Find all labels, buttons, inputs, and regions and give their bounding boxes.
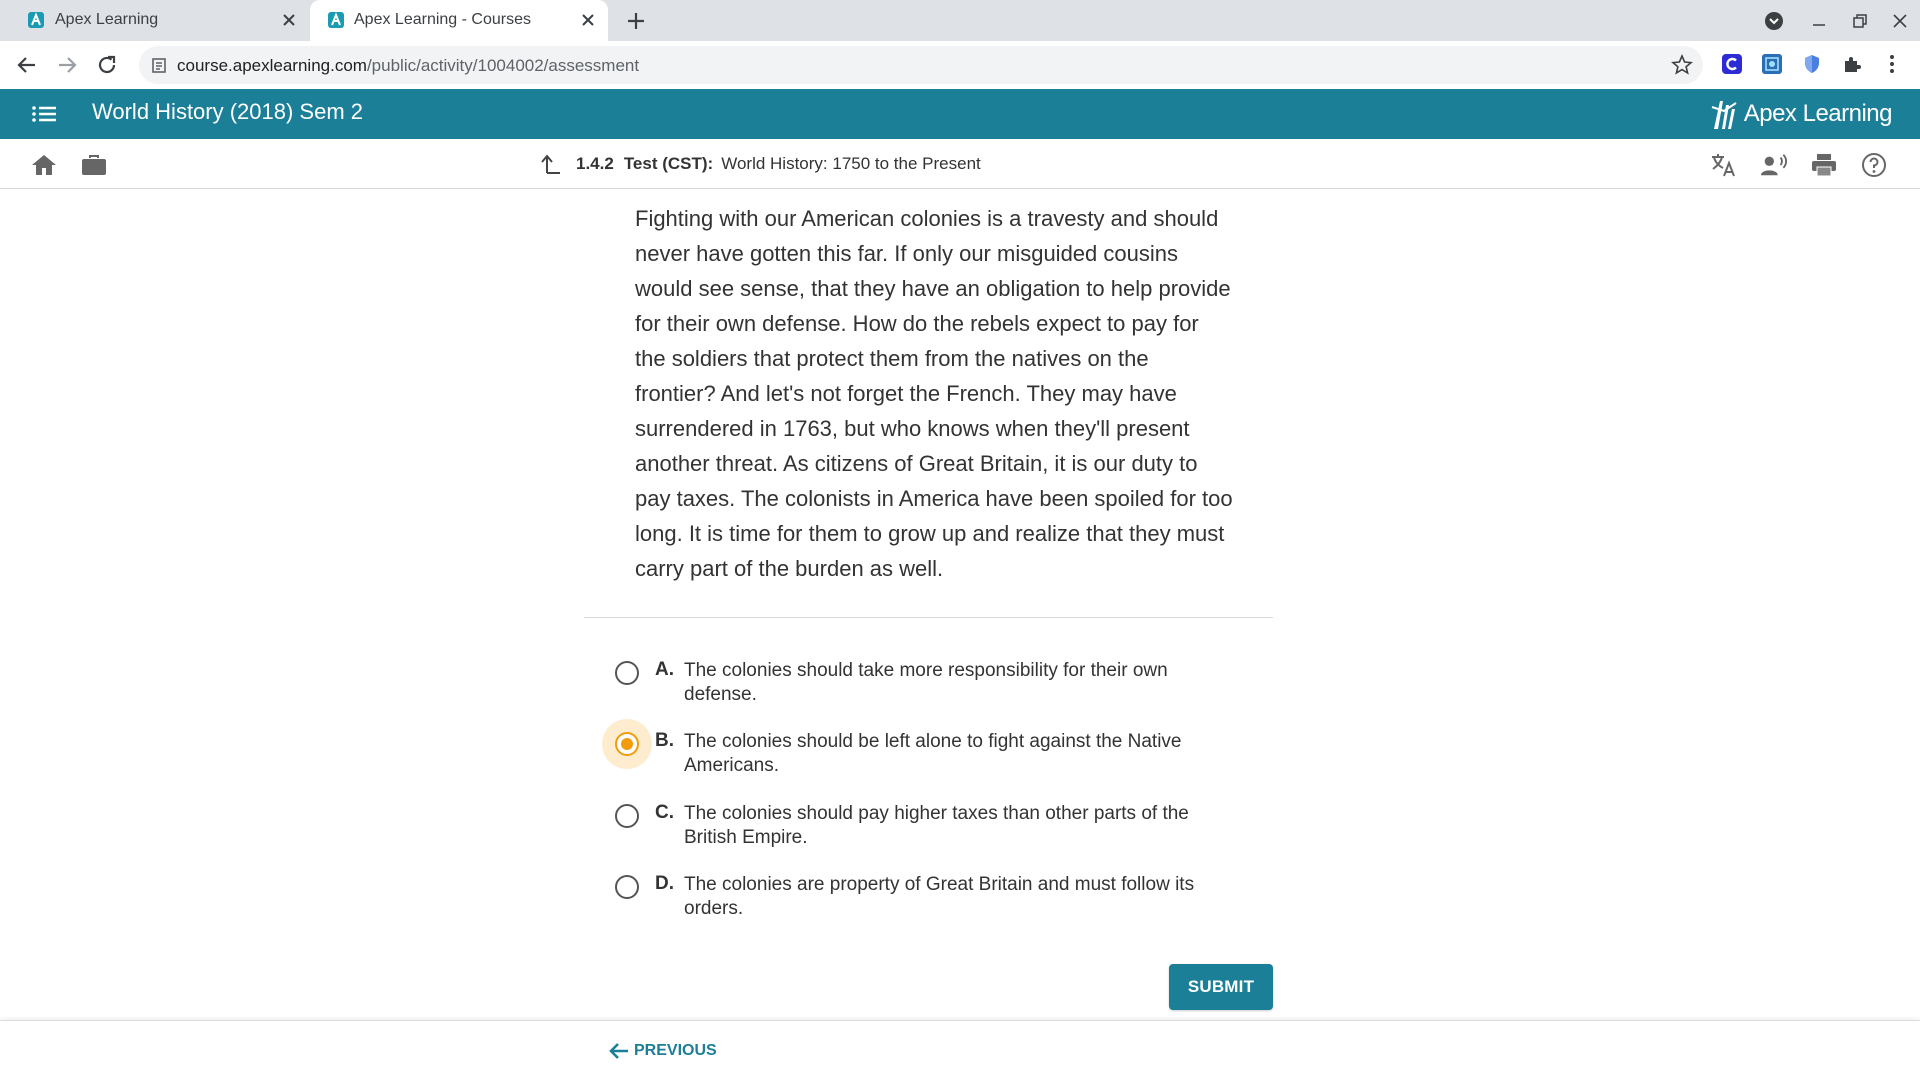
divider (584, 617, 1273, 618)
url-text (177, 56, 639, 76)
tab-search-icon[interactable] (1762, 9, 1786, 33)
tab-title: Apex Learning (55, 11, 159, 28)
submit-button[interactable]: SUBMIT (1169, 964, 1273, 1010)
site-info-icon[interactable] (151, 56, 169, 74)
logo-text: Apex Learning (1743, 100, 1892, 127)
extension-c-icon[interactable] (1720, 52, 1744, 76)
apex-logo-icon (1710, 97, 1740, 131)
home-icon[interactable] (30, 151, 58, 179)
bookmark-star-icon[interactable] (1671, 54, 1693, 76)
activity-title: World History: 1750 to the Present (721, 154, 981, 173)
back-icon[interactable] (14, 52, 40, 78)
up-level-icon[interactable] (540, 153, 562, 175)
extension-screen-icon[interactable] (1760, 52, 1784, 76)
activity-type: Test (CST): (623, 154, 714, 173)
choice-text: The colonies should be left alone to fight against the Native Americans. (684, 731, 1182, 776)
activity-breadcrumb (540, 151, 981, 177)
answer-choice-c[interactable] (602, 791, 1242, 847)
arrow-left-icon (608, 1041, 630, 1061)
choice-text: The colonies should take more responsibility for their own defense. (684, 660, 1168, 705)
close-window-icon[interactable] (1888, 9, 1912, 33)
menu-list-icon[interactable] (30, 102, 60, 126)
course-header (0, 89, 1920, 139)
radio-button[interactable] (615, 804, 639, 828)
print-icon[interactable] (1810, 151, 1838, 179)
new-tab-plus-icon[interactable] (624, 9, 648, 33)
choice-letter: C. (655, 802, 674, 823)
translate-icon[interactable] (1710, 151, 1738, 179)
choice-letter: D. (655, 873, 674, 894)
restore-icon[interactable] (1848, 9, 1872, 33)
address-bar[interactable] (139, 46, 1703, 84)
choice-text: The colonies should pay higher taxes than other parts of the British Empire. (684, 803, 1189, 848)
close-tab-icon[interactable] (578, 10, 598, 30)
question-content (0, 189, 1920, 1020)
course-title: World History (2018) Sem 2 (92, 99, 364, 124)
answer-choice-a[interactable] (602, 648, 1242, 704)
apex-learning-logo (1710, 97, 1892, 131)
activity-number: 1.4.2 (576, 154, 614, 173)
choice-letter: A. (655, 659, 674, 680)
answer-choice-b[interactable] (602, 719, 1242, 775)
read-aloud-icon[interactable] (1760, 151, 1788, 179)
browser-toolbar (0, 41, 1920, 89)
radio-button[interactable] (615, 661, 639, 685)
forward-icon[interactable] (54, 52, 80, 78)
choice-letter: B. (655, 730, 674, 751)
tab-title: Apex Learning - Courses (354, 11, 531, 28)
choice-text: The colonies are property of Great Britain and must follow its orders. (684, 874, 1195, 919)
browser-tab-apex-learning[interactable] (0, 0, 310, 41)
previous-button[interactable] (608, 1041, 717, 1061)
activity-toolbar (0, 139, 1920, 189)
apex-favicon-icon (326, 10, 346, 30)
apex-favicon-icon (26, 10, 46, 30)
url-host: course.apexlearning.com (177, 56, 367, 75)
footer-nav (0, 1020, 1920, 1080)
previous-label: PREVIOUS (634, 1042, 717, 1059)
briefcase-icon[interactable] (80, 151, 108, 179)
browser-tab-apex-courses[interactable] (310, 0, 608, 41)
question-passage: Fighting with our American colonies is a travesty and should never have gotten this far. If only our misguided cousins would see sense, that they have an obligation to help provide for their own defense. How do the rebels expect to pay for the soldiers that protect them from the natives on the frontier? And let's not forget the French. They may have surrendered in 1763, but who knows when they'll present another threat. As citizens of Great Britain, it is our duty to pay taxes. The colonists in America have been spoiled for too long. It is time for them to grow up and realize that they must carry part of the burden as well. (635, 206, 1233, 581)
browser-tab-strip (0, 0, 1920, 41)
minimize-icon[interactable] (1807, 9, 1831, 33)
radio-button[interactable] (615, 875, 639, 899)
radio-button[interactable] (615, 732, 639, 756)
answer-choice-d[interactable] (602, 862, 1242, 918)
extensions-puzzle-icon[interactable] (1840, 52, 1864, 76)
browser-menu-icon[interactable] (1880, 52, 1904, 76)
url-path: /public/activity/1004002/assessment (366, 56, 640, 75)
help-icon[interactable] (1860, 151, 1888, 179)
reload-icon[interactable] (94, 52, 120, 78)
shield-extension-icon[interactable] (1800, 52, 1824, 76)
close-tab-icon[interactable] (279, 10, 299, 30)
